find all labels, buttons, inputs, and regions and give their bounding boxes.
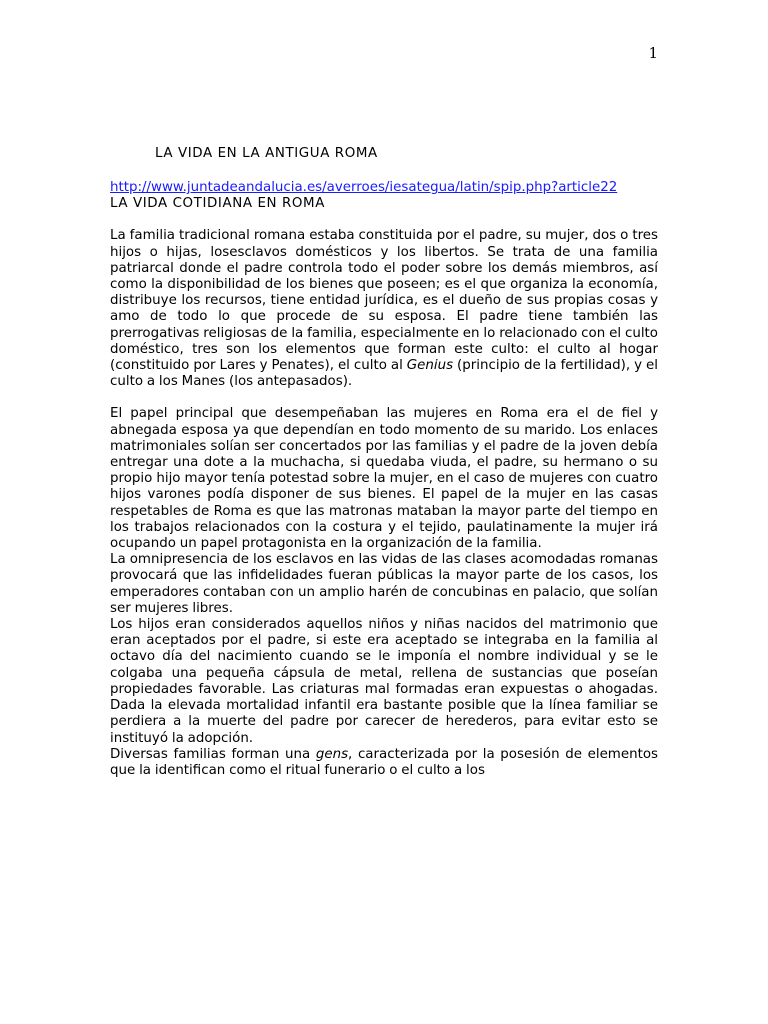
paragraph-gens (110, 747, 658, 779)
section-title: LA VIDA COTIDIANA EN ROMA (110, 196, 325, 212)
paragraph-family (110, 228, 658, 390)
paragraph-women: El papel principal que desempeñaban las mujeres en Roma era el de fiel y abnegada esposa ya que dependían en todo momento de su marido. Los enlaces matrimoniales solían ser concertados por las familias y el padre de la joven debía entregar una dote a la muchacha, si quedaba viuda, el padre, su hermano o su propio hijo mayor tenía potestad sobre la mujer, en el caso de mujeres con cuatro hijos varones podía disponer de sus bienes. El papel de la mujer en las casas respetables de Roma es que las matronas mataban la mayor parte del tiempo en los trabajos relacionados con la costura y el tejido, paulatinamente la mujer irá ocupando un papel protagonista en la organización de la familia. (110, 406, 658, 552)
paragraph-gens-text-b: , caracterizada por la posesión de elementos que la identifican como el ritual funerario o el culto a los (110, 746, 658, 778)
paragraph-spacer (110, 390, 658, 406)
document-body (110, 146, 658, 779)
paragraph-family-text-b: (principio de la fertilidad), y el culto a los Manes (los antepasados). (110, 358, 658, 390)
source-link[interactable]: http://www.juntadeandalucia.es/averroes/iesategua/latin/spip.php?article22 (110, 180, 618, 195)
paragraph-gens-text-a: Diversas familias forman una (110, 746, 316, 762)
document-title: LA VIDA EN LA ANTIGUA ROMA (155, 146, 378, 161)
paragraph-slaves: La omnipresencia de los esclavos en las vidas de las clases acomodadas romanas provocará que las infidelidades fueran públicas la mayor parte de los casos, los emperadores contaban con un amplio harén de concubinas en palacio, que solían ser mujeres libres. (110, 552, 658, 616)
paragraph-family-text-a: La familia tradicional romana estaba constituida por el padre, su mujer, dos o tres hijos o hijas, losesclavos domésticos y los libertos. Se trata de una familia patriarcal donde el padre controla todo el poder sobre los demás miembros, así como la disponibilidad de los bienes que poseen; es el que organiza la economía, distribuye los recursos, tiene entidad jurídica, es el dueño de sus propias cosas y amo de todo lo que procede de su esposa. El padre tiene también las prerrogativas religiosas de la familia, especialmente en lo relacionado con el culto doméstico, tres son los elementos que forman este culto: el culto al hogar (constituido por Lares y Penates), el culto al (110, 228, 658, 374)
gens-term: gens (315, 746, 349, 762)
paragraph-children: Los hijos eran considerados aquellos niños y niñas nacidos del matrimonio que eran aceptados por el padre, si este era aceptado se integraba en la familia al octavo día del nacimiento cuando se le imponía el nombre individual y se le colgaba una pequeña cápsula de metal, rellena de sustancias que poseían propiedades favorable. Las criaturas mal formadas eran expuestas o ahogadas. Dada la elevada mortalidad infantil era bastante posible que la línea familiar se perdiera a la muerte del padre por carecer de herederos, para evitar esto se instituyó la adopción. (110, 617, 658, 746)
page-number: 1 (648, 44, 658, 62)
genius-term: Genius (406, 358, 454, 374)
